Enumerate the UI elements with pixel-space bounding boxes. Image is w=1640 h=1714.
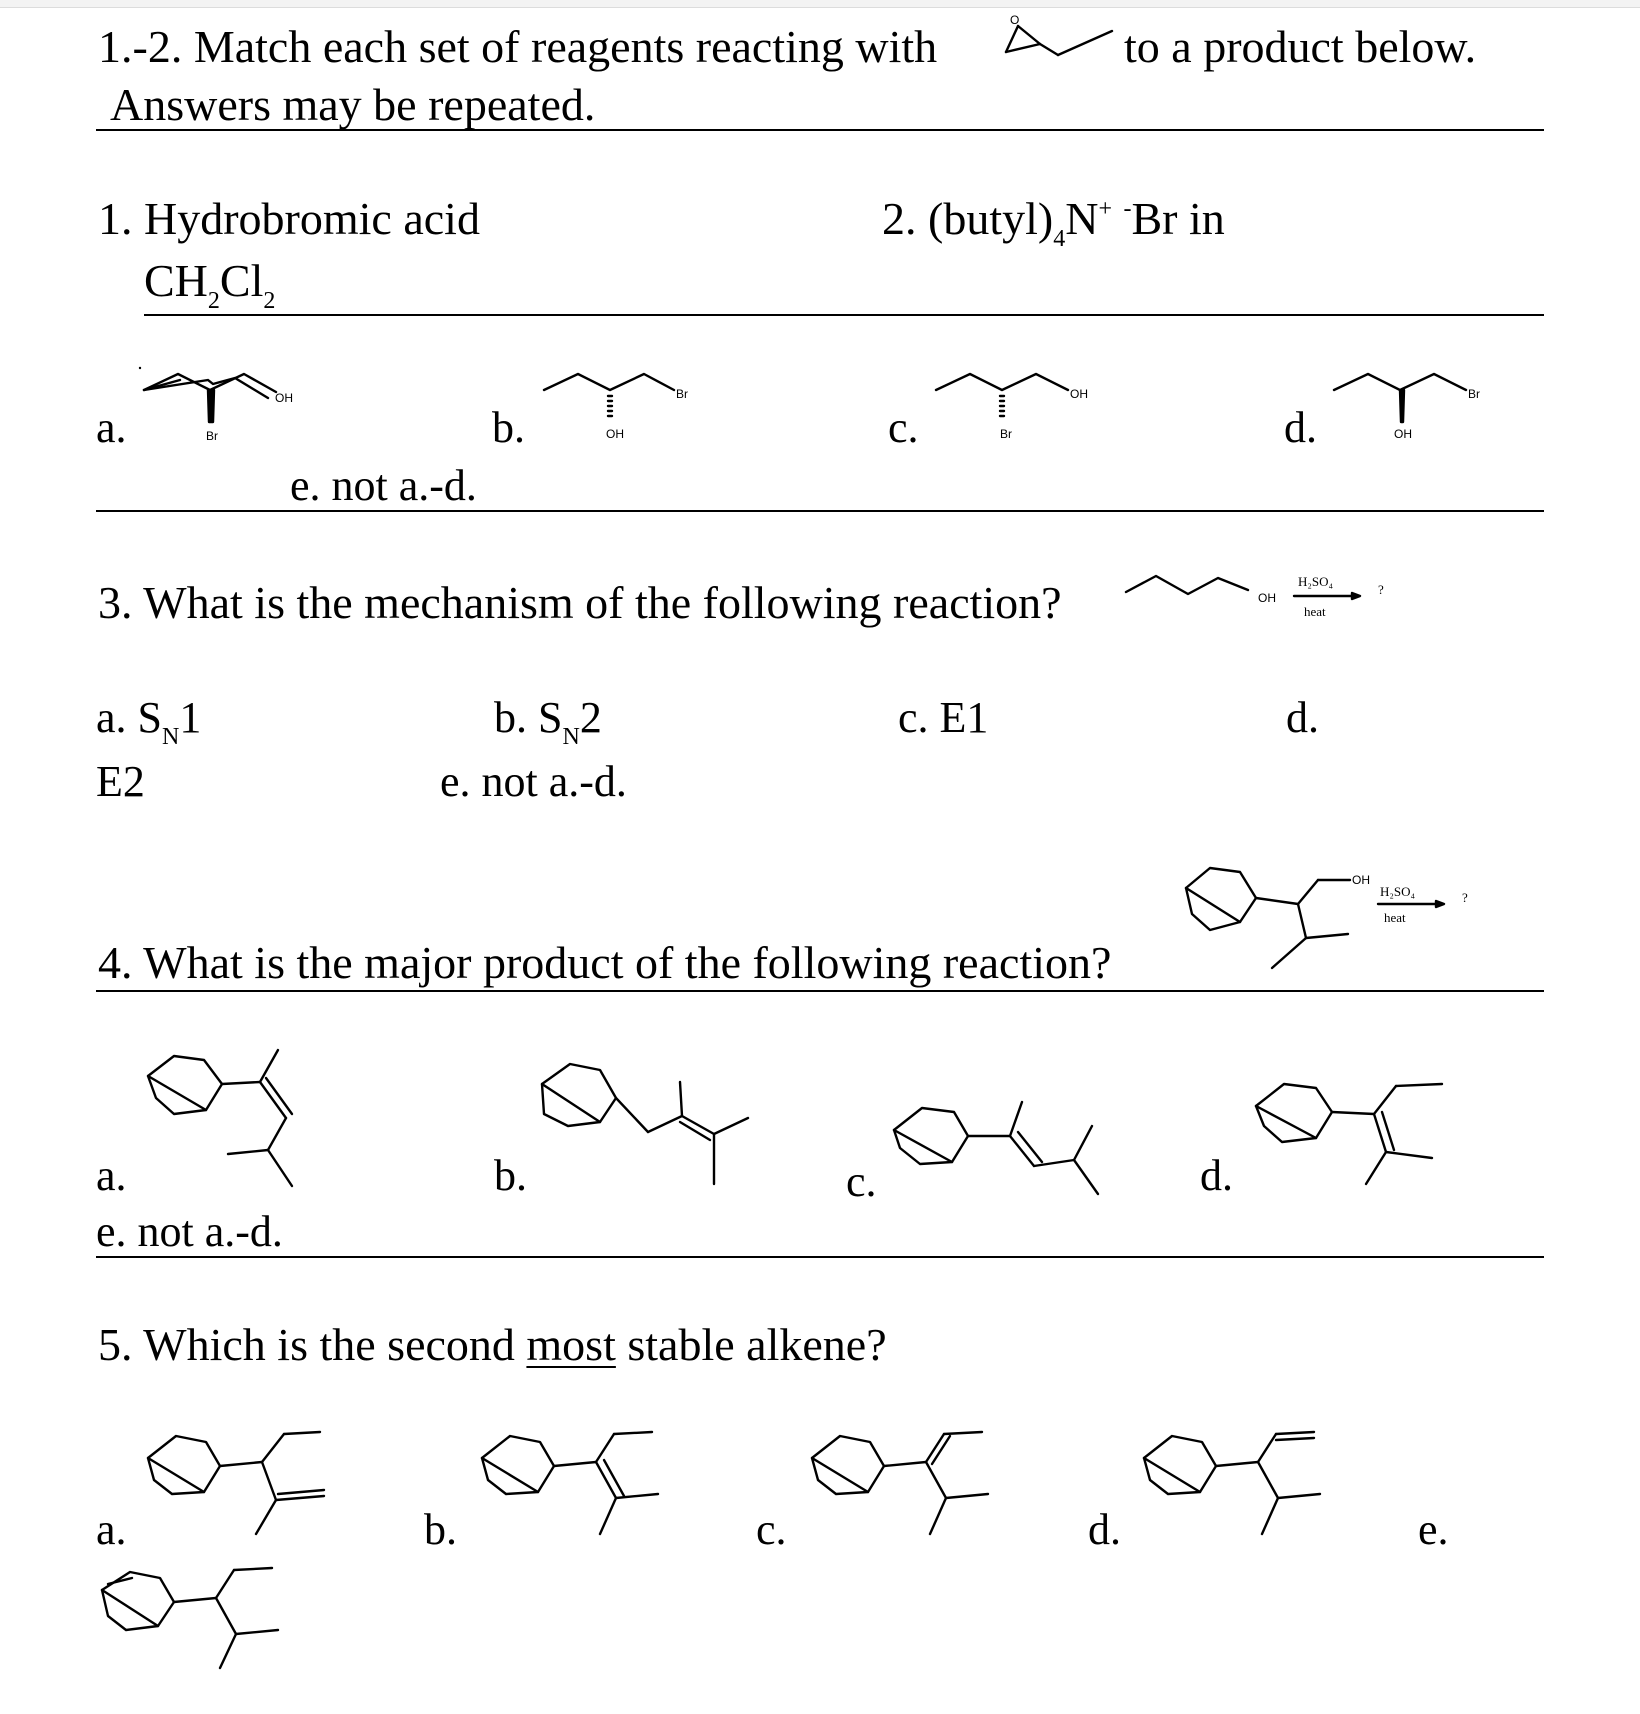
q5-option-d-structure xyxy=(1138,1424,1328,1554)
q5-option-c-structure xyxy=(806,1424,996,1554)
svg-text:H₂SO₄: H₂SO₄ xyxy=(1298,574,1334,589)
svg-text:O: O xyxy=(1010,13,1020,27)
q4-rule xyxy=(96,990,1544,992)
q3-question: 3. What is the mechanism of the following reaction? xyxy=(98,577,1062,628)
q12-option-e: e. not a.-d. xyxy=(290,461,477,510)
q4-reaction-scheme xyxy=(1170,858,1510,978)
svg-text:Br: Br xyxy=(1000,427,1012,441)
svg-text:Br: Br xyxy=(206,429,218,443)
q4-options-rule xyxy=(96,1256,1544,1258)
q4-question: 4. What is the major product of the following reaction? xyxy=(98,937,1112,988)
q5-option-d-label: d. xyxy=(1088,1505,1121,1554)
svg-text:OH: OH xyxy=(1394,427,1412,441)
svg-text:heat: heat xyxy=(1304,604,1326,619)
q12-options-rule xyxy=(96,510,1544,512)
q4-option-b-label: b. xyxy=(494,1151,527,1200)
q12-option-c-label: c. xyxy=(888,403,919,452)
q3-reaction-scheme xyxy=(1124,566,1384,626)
q4-option-b-structure xyxy=(536,1054,756,1194)
q5-option-c-label: c. xyxy=(756,1505,787,1554)
svg-text:OH: OH xyxy=(1070,387,1088,401)
header-title-text: 1.-2. Match each set of reagents reacting with xyxy=(98,21,938,72)
q4-option-d-label: d. xyxy=(1200,1151,1233,1200)
svg-text:H₂SO₄: H₂SO₄ xyxy=(1380,884,1416,899)
q3-option-a: a. $S_N1$ xyxy=(96,693,202,750)
q4-option-a-structure xyxy=(140,1046,310,1196)
svg-text:Br: Br xyxy=(1468,387,1480,401)
q5-option-e-label: e. xyxy=(1418,1505,1449,1554)
q3-option-e2: E2 xyxy=(96,757,145,806)
q4-option-d-structure xyxy=(1252,1072,1452,1212)
q4-option-a-label: a. xyxy=(96,1151,127,1200)
q5-option-e-structure xyxy=(96,1560,286,1690)
svg-text:OH: OH xyxy=(1352,873,1370,887)
svg-text:?: ? xyxy=(1462,890,1468,905)
epoxide-structure xyxy=(1000,8,1120,58)
q3-option-b: b. $S_N2$ xyxy=(494,693,602,750)
q5-option-b-label: b. xyxy=(424,1505,457,1554)
svg-text:OH: OH xyxy=(275,391,293,405)
q5-emphasis: most xyxy=(526,1319,616,1370)
header-title xyxy=(98,21,938,72)
svg-text:heat: heat xyxy=(1384,910,1406,925)
q4-option-c-label: c. xyxy=(846,1157,877,1206)
q4-option-c-structure xyxy=(886,1086,1106,1206)
q12-option-c-structure xyxy=(934,368,1094,448)
header-subtitle: Answers may be repeated. xyxy=(110,79,596,130)
q1-reagent: 1. Hydrobromic acid xyxy=(98,193,480,244)
q12-option-d-structure xyxy=(1332,368,1492,448)
q12-option-b-structure xyxy=(542,368,702,448)
q2-reagent: 2. $(butyl)_4N^+$ -Br in xyxy=(882,193,1225,252)
q12-option-d-label: d. xyxy=(1284,403,1317,452)
q12-option-a-label: a. xyxy=(96,403,127,452)
q3-option-e: e. not a.-d. xyxy=(440,757,627,806)
q5-option-b-structure xyxy=(476,1424,666,1554)
header-rule xyxy=(96,129,1544,131)
svg-text:Br: Br xyxy=(676,387,688,401)
q3-option-d: d. xyxy=(1286,693,1319,742)
q5-question: 5. Which is the second most stable alkene? xyxy=(98,1319,887,1370)
browser-top-edge xyxy=(0,0,1640,8)
q12-option-b-label: b. xyxy=(492,403,525,452)
svg-text:OH: OH xyxy=(1258,591,1276,605)
header-title-part2: to a product below. xyxy=(1124,21,1477,72)
q12-rule xyxy=(144,314,1544,316)
q4-option-e: e. not a.-d. xyxy=(96,1207,283,1256)
svg-text:OH: OH xyxy=(606,427,624,441)
q5-option-a-label: a. xyxy=(96,1505,127,1554)
q3-option-c: c. E1 xyxy=(898,693,989,742)
svg-text:?: ? xyxy=(1378,582,1384,597)
q12-option-a-structure xyxy=(140,368,300,448)
q1-solvent: $CH_2Cl_2$ xyxy=(144,255,276,314)
q5-option-a-structure xyxy=(140,1424,330,1554)
